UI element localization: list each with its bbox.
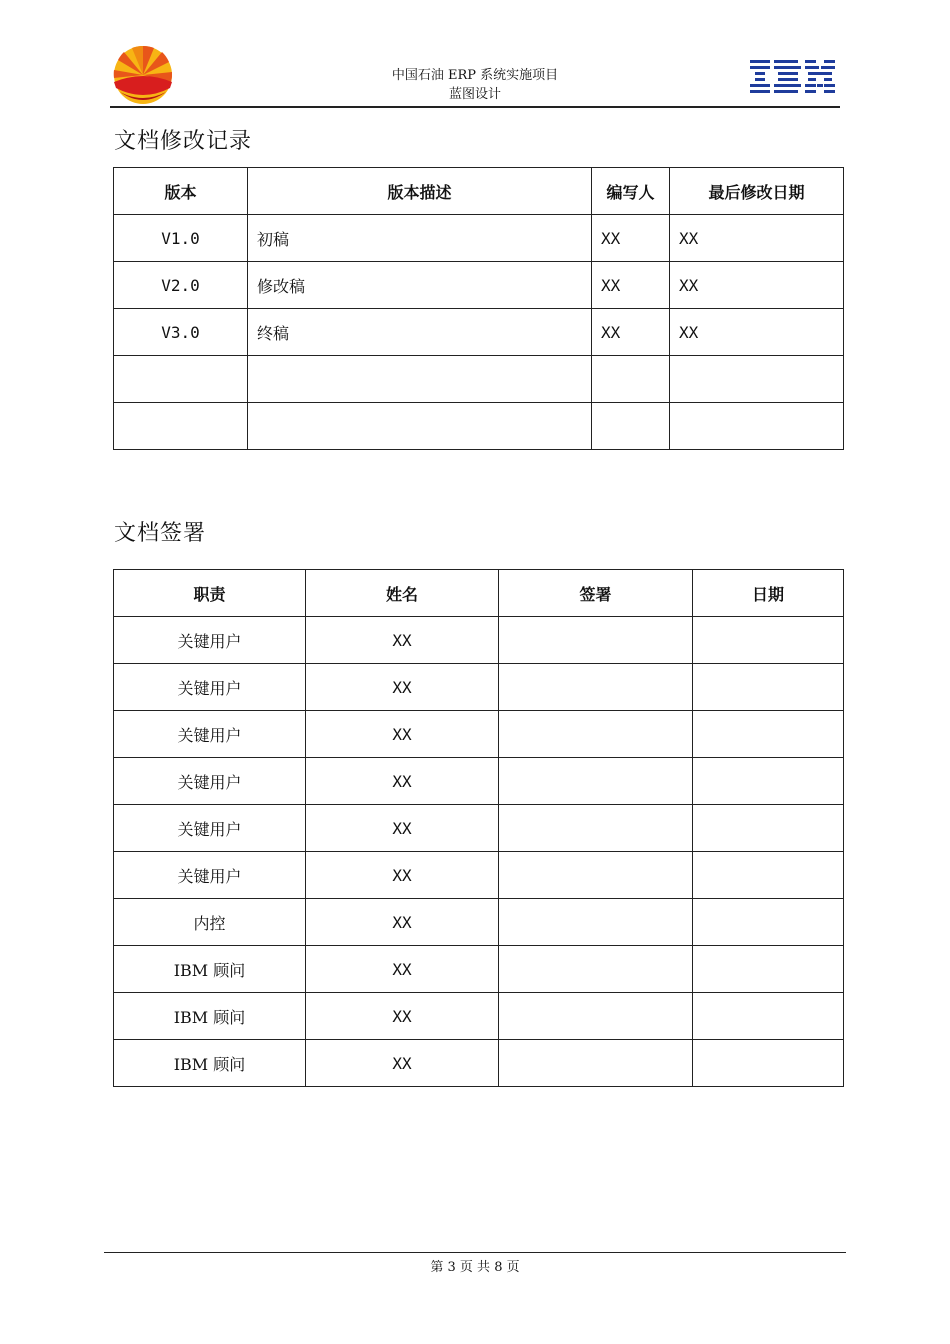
cell-date (693, 617, 844, 664)
cell-role: 关键用户 (114, 852, 306, 899)
col-author: 编写人 (592, 168, 670, 215)
cell-name: XX (306, 617, 499, 664)
cell-date (693, 758, 844, 805)
cell-author: XX (592, 215, 670, 262)
cell-version: V3.0 (114, 309, 248, 356)
cell-name: XX (306, 899, 499, 946)
cell-signature (499, 946, 693, 993)
table-row (114, 356, 844, 403)
table-row (114, 711, 844, 758)
cell-role: IBM 顾问 (114, 1040, 306, 1087)
cell-author (592, 403, 670, 450)
cell-signature (499, 993, 693, 1040)
table-row (114, 617, 844, 664)
cell-description (248, 403, 592, 450)
cell-role: 关键用户 (114, 805, 306, 852)
table-row (114, 899, 844, 946)
cell-description: 终稿 (248, 309, 592, 356)
col-date: 日期 (693, 570, 844, 617)
table-row (114, 262, 844, 309)
col-signature: 签署 (499, 570, 693, 617)
cell-signature (499, 664, 693, 711)
cell-signature (499, 899, 693, 946)
cell-date: XX (670, 262, 844, 309)
cell-date: XX (670, 215, 844, 262)
col-last-modified: 最后修改日期 (670, 168, 844, 215)
cell-role: 内控 (114, 899, 306, 946)
cell-signature (499, 805, 693, 852)
signature-section-title: 文档签署 (114, 521, 207, 546)
cell-date: XX (670, 309, 844, 356)
cell-date (693, 993, 844, 1040)
cell-version: V2.0 (114, 262, 248, 309)
cell-name: XX (306, 993, 499, 1040)
header-title-line1: 中国石油 ERP 系统实施项目 (391, 68, 559, 83)
cell-signature (499, 1040, 693, 1087)
cell-description: 修改稿 (248, 262, 592, 309)
table-row (114, 215, 844, 262)
cell-signature (499, 617, 693, 664)
cell-version: V1.0 (114, 215, 248, 262)
footer-divider (104, 1252, 846, 1253)
cell-role: 关键用户 (114, 664, 306, 711)
table-row (114, 758, 844, 805)
cell-name: XX (306, 852, 499, 899)
cell-date (670, 403, 844, 450)
cell-date (693, 899, 844, 946)
page-number: 第 3 页 共 8 页 (430, 1260, 520, 1275)
revision-section-title: 文档修改记录 (114, 129, 253, 154)
cell-date (693, 805, 844, 852)
cell-signature (499, 852, 693, 899)
ibm-logo (750, 58, 836, 96)
col-version: 版本 (114, 168, 248, 215)
cell-version (114, 356, 248, 403)
signature-table (113, 569, 844, 1087)
col-description: 版本描述 (248, 168, 592, 215)
cell-name: XX (306, 758, 499, 805)
table-row (114, 946, 844, 993)
cell-author: XX (592, 309, 670, 356)
signature-table-header (114, 570, 844, 617)
table-row (114, 852, 844, 899)
cell-description (248, 356, 592, 403)
table-row (114, 993, 844, 1040)
table-row (114, 805, 844, 852)
cell-role: 关键用户 (114, 617, 306, 664)
cell-date (670, 356, 844, 403)
cell-version (114, 403, 248, 450)
table-row (114, 309, 844, 356)
revision-table (113, 167, 844, 450)
cell-name: XX (306, 1040, 499, 1087)
cell-signature (499, 711, 693, 758)
cell-role: 关键用户 (114, 758, 306, 805)
cell-role: IBM 顾问 (114, 993, 306, 1040)
cell-name: XX (306, 711, 499, 758)
page-header (110, 40, 840, 108)
col-name: 姓名 (306, 570, 499, 617)
cell-signature (499, 758, 693, 805)
header-title-line2: 蓝图设计 (448, 87, 501, 102)
col-role: 职责 (114, 570, 306, 617)
cell-role: IBM 顾问 (114, 946, 306, 993)
cell-date (693, 946, 844, 993)
cell-description: 初稿 (248, 215, 592, 262)
table-row (114, 403, 844, 450)
cell-author (592, 356, 670, 403)
table-row (114, 664, 844, 711)
table-row (114, 1040, 844, 1087)
header-title (110, 66, 840, 104)
cell-role: 关键用户 (114, 711, 306, 758)
cell-date (693, 852, 844, 899)
cell-author: XX (592, 262, 670, 309)
cell-name: XX (306, 946, 499, 993)
revision-table-header (114, 168, 844, 215)
cell-date (693, 1040, 844, 1087)
cell-date (693, 711, 844, 758)
cell-date (693, 664, 844, 711)
cell-name: XX (306, 664, 499, 711)
cell-name: XX (306, 805, 499, 852)
